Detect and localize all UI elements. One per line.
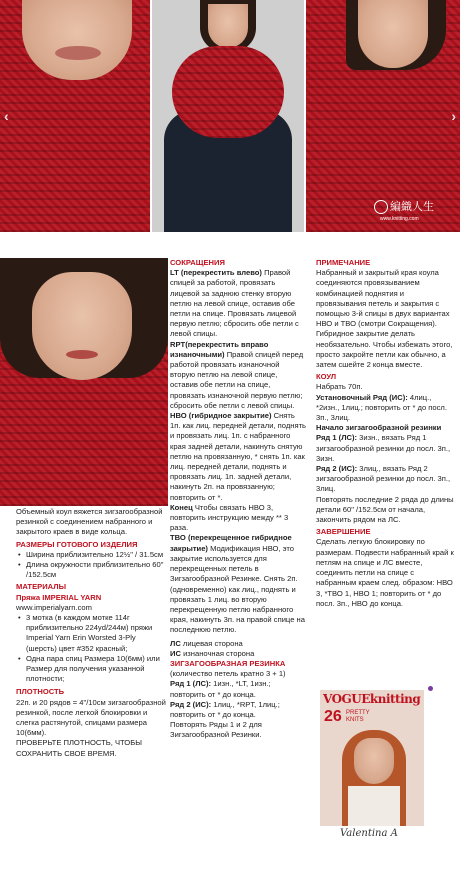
yarn-link[interactable]: www.imperialyarn.com bbox=[16, 602, 92, 612]
abbr-ls: ЛС лицевая сторона bbox=[170, 638, 243, 648]
note-heading: ПРИМЕЧАНИЕ bbox=[316, 258, 371, 267]
cast-on: Набрать 70п. bbox=[316, 382, 363, 392]
start-heading: Начало зигзагообразной резинки bbox=[316, 423, 442, 433]
magazine-cover bbox=[320, 690, 424, 826]
watermark-site: www.knitting.com bbox=[380, 216, 419, 222]
note-text: Набранный и закрытый края коула соединяются провязыванием комбинацией поднятия и провязывания петель и закрытия с помощью 3-й спицы в двух вариантах НВО и ТВО (смотри Сокращения). Гибридное закрытие делать необязательно. Чтобы избежать этого, просто закройте петли как обычно, а затем сшейте 2 конца вместе. bbox=[316, 268, 453, 370]
photo-model bbox=[0, 258, 168, 506]
photo-closeup bbox=[0, 0, 150, 232]
setup-row: Установочный Ряд (ИС): 4лиц., *2изн., 1лиц.; повторить от * до посл. 3п., 3лиц. bbox=[316, 392, 447, 423]
photo-side bbox=[306, 0, 460, 232]
magazine-subtitle: PRETTY KNITS bbox=[346, 710, 370, 723]
photo-coat bbox=[152, 0, 304, 232]
signature bbox=[340, 828, 398, 839]
repeat-text: Повторять последние 2 ряда до длины детали 60" /152.5см от начала, закончить рядом на ЛС. bbox=[316, 494, 454, 525]
prev-arrow-icon[interactable]: ‹ bbox=[4, 108, 9, 124]
rib-repeat: Повторять Ряды 1 и 2 для Зигзагообразной Резинки. bbox=[170, 720, 262, 740]
intro-text: Объемный коул вяжется зигзагообразной резинкой с соединением набранного и закрытого краев в виде кольца. bbox=[16, 507, 163, 537]
material-item: • Одна пара спиц Размера 10(6мм) или Размер для получения указанной плотности; bbox=[16, 654, 166, 685]
column-left bbox=[16, 507, 166, 759]
abbr-lt: LT (перекрестить влево) Правой спицей за работой, провязать лицевой за заднюю стенку вторую петлю на левой спице, оставив обе петли на спице. Провязать лицевой первую петлю; сбросить обе петли с левой спицы. bbox=[170, 268, 299, 339]
gauge-note: ПРОВЕРЬТЕ ПЛОТНОСТЬ, ЧТОБЫ СОХРАНИТЬ СВОЕ ВРЕМЯ. bbox=[16, 738, 142, 758]
column-middle bbox=[170, 258, 306, 741]
rib-heading: ЗИГЗАГООБРАЗНАЯ РЕЗИНКА bbox=[170, 658, 286, 668]
sizes-heading: РАЗМЕРЫ ГОТОВОГО ИЗДЕЛИЯ bbox=[16, 539, 138, 549]
watermark-logo-icon bbox=[374, 200, 388, 214]
gauge-heading: ПЛОТНОСТЬ bbox=[16, 687, 65, 697]
size-item: • Ширина приблизительно 12½" / 31.5см bbox=[16, 550, 166, 560]
magazine-title: VOGUEknitting bbox=[323, 692, 421, 706]
signature-text: Valentina A bbox=[340, 828, 398, 839]
finish-text: Сделать легкую блокировку по размерам. Подвести набранный край к петлям на спице и ЛС вместе, соединить петли на спице с набранным краем след. образом: НВО 3, *ТВО 1, НВО 1; повторить от * до посл. 3п., НВО до конца. bbox=[316, 537, 454, 608]
purple-dot-icon bbox=[428, 686, 433, 691]
column-right bbox=[316, 258, 456, 609]
finish-heading: ЗАВЕРШЕНИЕ bbox=[316, 527, 371, 537]
materials-heading: МАТЕРИАЛЫ bbox=[16, 582, 66, 592]
next-arrow-icon[interactable]: › bbox=[451, 108, 456, 124]
watermark-brand: 編織人生 bbox=[390, 200, 434, 213]
material-item: • 3 мотка (в каждом мотке 114г приблизительно 224yd/244м) пряжи Imperial Yarn Erin Worsted 3-Ply (шерсть) цвет #352 красный; bbox=[16, 613, 166, 654]
abbr-is: ИС изнаночная сторона bbox=[170, 648, 255, 658]
rib-row2: Ряд 2 (ИС): 1лиц., *RPT, 1лиц.; повторить от * до конца. bbox=[170, 699, 280, 719]
abbr-end: Конец Чтобы связать НВО 3, повторить инструкцию между ** 3 раза. bbox=[170, 502, 289, 533]
abbr-hvo: НВО (гибридное закрытие) Снять 1п. как лиц. передней детали, поднять и провязать лиц. 1п. с набранного края задней детали, накинуть снятую петлю на провязанную, * снять 1п. как лиц. передней детали, поднять и провязать лиц. 1п. задней детали, накинуть 2п. на провязанную; повторить от *. bbox=[170, 411, 307, 502]
magazine-number: 26 bbox=[324, 708, 342, 725]
abbr-tvo: ТВО (перекрещенное гибридное закрытие) Модификация НВО, это закрытие используется для перекрещенных петель в Зигзагообразной Резинке. Снять 2п. (одновременно) как лиц., поднять и провязать 1 лиц. во вторую перекрещенную петлю набранного края, накинуть 3п. на правой спице на последнюю петлю. bbox=[170, 533, 305, 635]
gauge-text: 22п. и 20 рядов = 4"/10см зигзагообразной резинкой, после легкой блокировки и слегка растянутой, спицами размера 10(6мм). bbox=[16, 697, 166, 738]
size-item: • Длина окружности приблизительно 60" /152.5см bbox=[16, 560, 166, 580]
abbr-heading: СОКРАЩЕНИЯ bbox=[170, 258, 225, 267]
rib-count: (количество петель кратно 3 + 1) bbox=[170, 669, 286, 679]
abbr-rpt: RPT(перекрестить вправо изнаночными) Правой спицей перед работой провязать изнаночной вторую петлю на левой спице, оставив обе петли на спице, провязать изнаночной первую петлю; сбросить обе петли с левой спицы. bbox=[170, 339, 304, 410]
cowl-heading: КОУЛ bbox=[316, 372, 337, 382]
rib-row1: Ряд 1 (ЛС): 1изн., *LT, 1изн.; повторить от * до конца. bbox=[170, 679, 271, 699]
yarn-heading: Пряжа IMPERIAL YARN bbox=[16, 592, 102, 602]
row-2: Ряд 2 (ИС): 3лиц., вязать Ряд 2 зигзагообразной резинки до посл. 3п., 3лиц. bbox=[316, 464, 451, 494]
row-1: Ряд 1 (ЛС): 3изн., вязать Ряд 1 зигзагообразной резинки до посл. 3п., 3изн. bbox=[316, 433, 451, 463]
